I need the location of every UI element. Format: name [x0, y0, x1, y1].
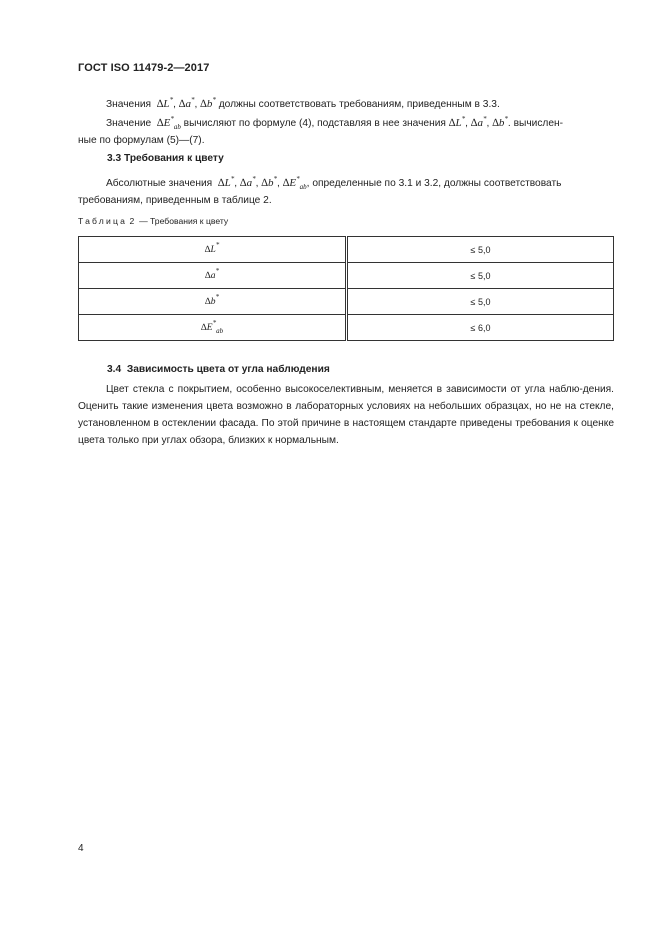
caption-word: Таблица — [78, 216, 128, 226]
para3-lead: Абсолютные значения — [106, 178, 213, 189]
table-row — [79, 315, 614, 341]
caption-number: 2 — [129, 216, 135, 226]
delta-l-symbol: ∆L* — [448, 115, 466, 129]
page-number: 4 — [78, 843, 84, 854]
value-cell: ≤ 5,0 — [347, 237, 614, 263]
value-cell: ≤ 6,0 — [347, 315, 614, 341]
delta-l-symbol: ∆L* — [217, 175, 235, 189]
para1-tail: должны соответствовать требованиям, приведенным в 3.3. — [218, 99, 500, 110]
param-cell: ∆a* — [79, 263, 347, 289]
delta-l-symbol: ∆L* — [156, 96, 174, 110]
delta-b-symbol: ∆b* — [492, 115, 508, 129]
param-cell: $\Delta E^*_{ab}$ — [79, 315, 347, 341]
delta-e-symbol: $\Delta E^*_{ab}$ — [282, 175, 307, 191]
delta-b-symbol: ∆b* — [261, 175, 278, 189]
delta-a-symbol: ∆a* — [470, 115, 487, 129]
para2-lead: Значение — [106, 118, 152, 129]
paragraph-value-e: Значение $\Delta E^*_{ab}$ вычисляют по формуле (4), подставляя в нее значения ∆L*, ∆a*, ∆b*. вычислен- ные по формулам (5)—(7). — [78, 115, 614, 149]
paragraph-angle-dependence: Цвет стекла с покрытием, особенно высокоселективным, меняется в зависимости от угла наблю-дения. Оценить такие изменения цвета возможно в лабораторных условиях на небольших образцах, но не на стекле, установленном в остеклении фасада. По этой причине в настоящем стандарте приведены требования к оценке цвета только при углах обзора, близких к нормальным. — [78, 384, 614, 446]
para2-tail: . вычислен- — [507, 118, 564, 129]
delta-a-symbol: ∆a* — [178, 96, 195, 110]
paragraph-values: Значения ∆L*, ∆a*, ∆b* должны соответствовать требованиям, приведенным в 3.3. — [106, 96, 500, 110]
delta-e-symbol: $\Delta E^*_{ab}$ — [156, 115, 181, 131]
caption-title: — Требования к цвету — [139, 216, 229, 226]
table-row — [79, 237, 614, 263]
delta-a-symbol: ∆a* — [239, 175, 256, 189]
section-heading-3-3: 3.3 Требования к цвету — [107, 153, 224, 164]
section-heading-3-4: 3.4 Зависимость цвета от угла наблюдения — [107, 364, 330, 375]
table-row — [79, 289, 614, 315]
document-code: ГОСТ ISO 11479-2—2017 — [78, 62, 210, 74]
table-caption — [78, 216, 228, 226]
para3-line2: требованиям, приведенным в таблице 2. — [78, 195, 272, 206]
param-cell: ∆b* — [79, 289, 347, 315]
para2-mid: вычисляют по формуле (4), подставляя в нее значения — [183, 118, 446, 129]
color-requirements-table — [78, 236, 614, 341]
para3-tail: , определенные по 3.1 и 3.2, должны соответствовать — [306, 178, 562, 189]
delta-b-symbol: ∆b* — [200, 96, 216, 110]
param-cell: ∆L* — [79, 237, 347, 263]
para1-lead: Значения — [106, 99, 152, 110]
value-cell: ≤ 5,0 — [347, 263, 614, 289]
value-cell: ≤ 5,0 — [347, 289, 614, 315]
table-row — [79, 263, 614, 289]
para2-line2: ные по формулам (5)—(7). — [78, 135, 205, 146]
paragraph-absolute-values: Абсолютные значения ∆L*, ∆a*, ∆b*, $\Delta E^*_{ab}$, определенные по 3.1 и 3.2, должны соответствовать требованиям, приведенным в таблице 2. — [78, 175, 614, 209]
